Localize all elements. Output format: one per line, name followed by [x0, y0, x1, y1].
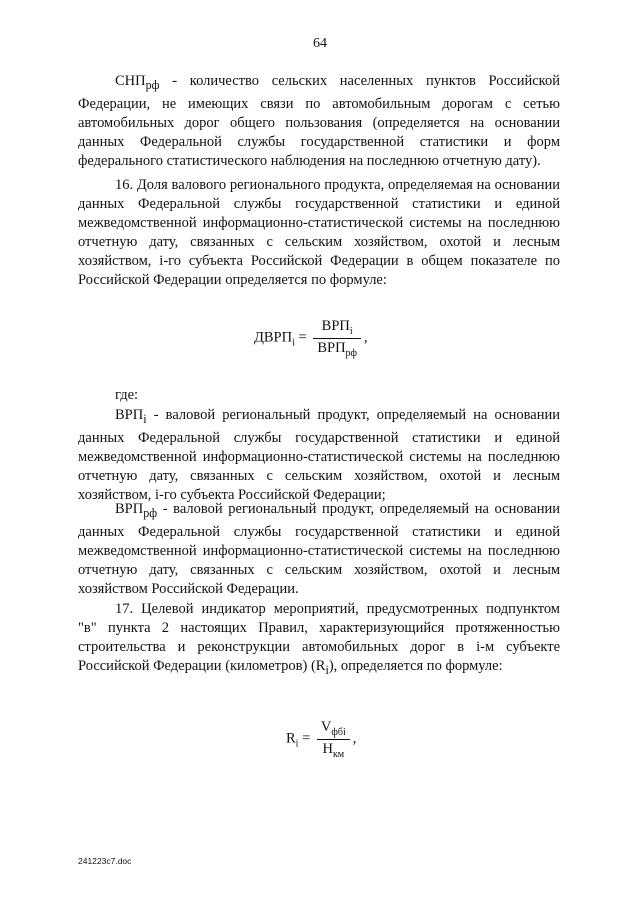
formula1-trail: , — [364, 329, 368, 346]
definition-vrp-rf: $ВРП_{рф}$ - валовой региональный продукт, определяемый на основании данных Федеральной службы государственной статистики и единой межведомственной информационно-статистической системы на последнюю отчетную дату, связанных с сельским хозяйством, охотой и лесным хозяйством Российской Федерации. — [78, 501, 560, 597]
page-number: 64 — [313, 36, 327, 51]
snp-abbr: СНП — [115, 73, 146, 89]
footer-filename: 241223c7.doc — [78, 856, 132, 866]
formula2-eq: = — [302, 730, 311, 747]
formula1-denominator: $ВРП_{рф}$ — [317, 339, 358, 359]
formula1-lhs-sub: i — [292, 337, 295, 349]
paragraph-17: 17. Целевой индикатор мероприятий, предусмотренных подпунктом "в" пункта 2 настоящих Правил, характеризующийся протяженностью строительства и реконструкции автомобильных дорог в i-м субъекте Российской Федерации (километров) $(R_i)$, определяется по формуле: — [78, 601, 560, 677]
formula2-denominator: $Н_{км}$ — [322, 740, 345, 760]
formula-ri — [286, 719, 356, 760]
snp-subscript: рф — [145, 77, 160, 92]
definition-vrp-i: $ВРП_i$ - валовой региональный продукт, определяемый на основании данных Федеральной службы государственной статистики и единой межведомственной информационно-статистической системы на последнюю отчетную дату, связанных с сельским хозяйством, охотой и лесным хозяйством, i-го субъекта Российской Федерации; — [78, 407, 560, 503]
formula2-fraction — [317, 719, 350, 760]
paragraph-snp-definition — [78, 72, 560, 171]
formula2-trail: , — [352, 730, 357, 747]
where-label: где: — [115, 387, 139, 403]
formula1-fraction — [313, 318, 361, 359]
paragraph-16: 16. Доля валового регионального продукта, определяемая на основании данных Федеральной службы государственной статистики и единой межведомственной информационно-статистической системы на последнюю отчетную дату, связанных с сельским хозяйством, охотой и лесным хозяйством, i-го субъекта Российской Федерации в общем показателе по Российской Федерации определяется по формуле: — [78, 177, 560, 288]
formula2-numerator: $V_{фбi}$ — [317, 719, 350, 740]
formula-dvrp — [254, 318, 368, 359]
formula2-lhs-sub: i — [295, 738, 299, 750]
formula2-lhs: R — [286, 730, 296, 747]
snp-text: - количество сельских населенных пунктов Российской Федерации, не имеющих связи по автомобильным дорогам с сетью автомобильных дорог общего пользования (определяется на основании данных Федеральной службы государственной статистики и форм федерального статистического наблюдения на последнюю отчетную дату). — [78, 73, 560, 169]
formula1-lhs: ДВРП — [254, 329, 293, 346]
formula1-numerator: $ВРП_i$ — [313, 318, 361, 339]
formula1-eq: = — [298, 329, 307, 346]
